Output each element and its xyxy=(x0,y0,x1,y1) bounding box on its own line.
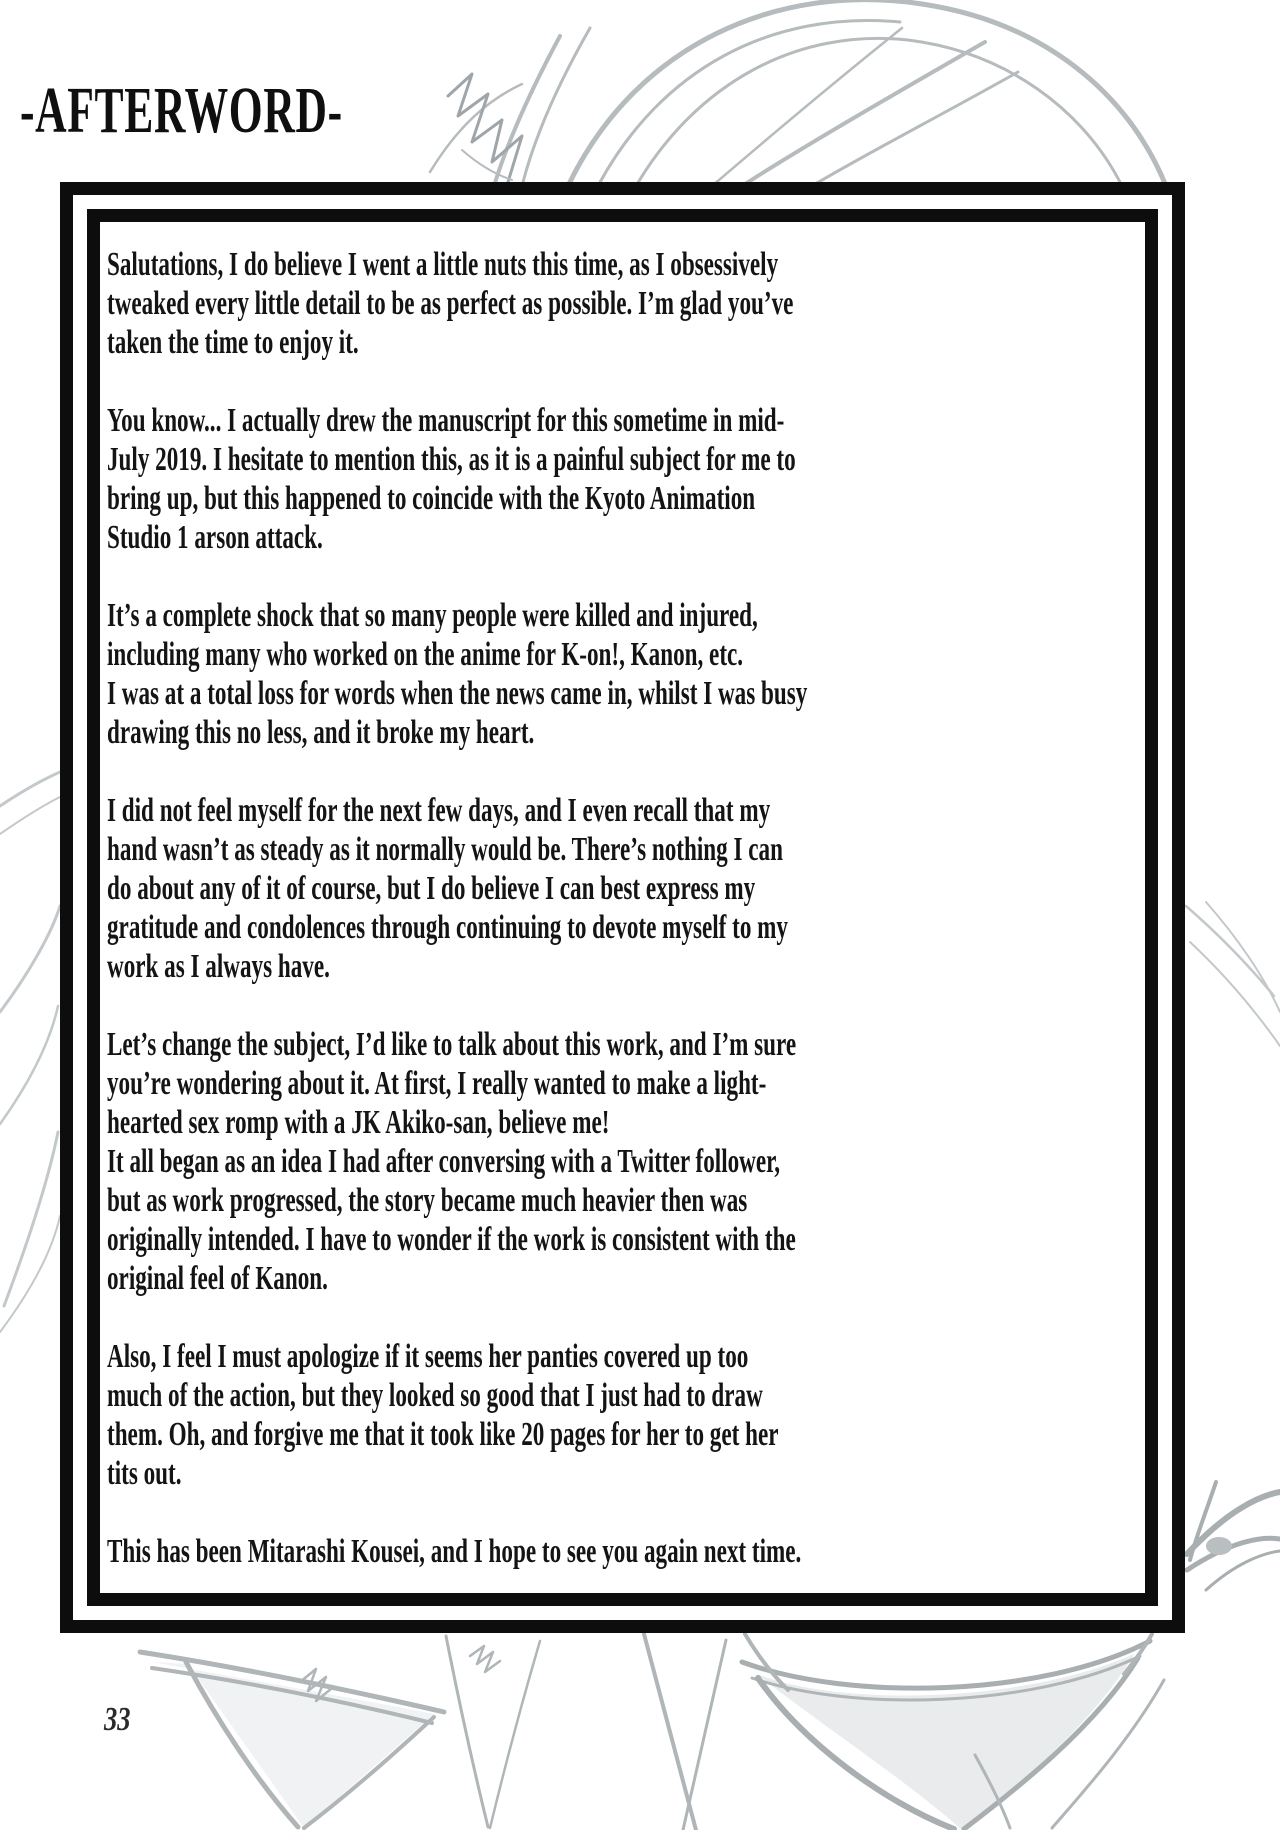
text-line: originally intended. I have to wonder if the work is consistent with the xyxy=(107,1221,796,1258)
paragraph-5 xyxy=(107,1025,807,1298)
afterword-box-inner-border xyxy=(87,209,1158,1606)
text-line: work as I always have. xyxy=(107,948,330,985)
text-line: drawing this no less, and it broke my heart. xyxy=(107,714,535,751)
paragraph-3 xyxy=(107,596,807,752)
text-line: gratitude and condolences through continuing to devote myself to my xyxy=(107,909,788,946)
text-line: them. Oh, and forgive me that it took like 20 pages for her to get her xyxy=(107,1416,779,1453)
paragraph-1 xyxy=(107,245,807,362)
page-number: 33 xyxy=(104,1701,131,1738)
text-line: July 2019. I hesitate to mention this, as it is a painful subject for me to xyxy=(107,441,796,478)
text-line: hearted sex romp with a JK Akiko-san, believe me! xyxy=(107,1104,610,1141)
text-line: You know... I actually drew the manuscript for this sometime in mid- xyxy=(107,402,785,439)
text-line: I was at a total loss for words when the news came in, whilst I was busy xyxy=(107,675,808,712)
text-line: but as work progressed, the story became much heavier then was xyxy=(107,1182,748,1219)
text-line: This has been Mitarashi Kousei, and I hope to see you again next time. xyxy=(107,1533,802,1570)
text-line: hand wasn’t as steady as it normally would be. There’s nothing I can xyxy=(107,831,783,868)
text-line: I did not feel myself for the next few days, and I even recall that my xyxy=(107,792,771,829)
text-line: original feel of Kanon. xyxy=(107,1260,328,1297)
text-line: It all began as an idea I had after conversing with a Twitter follower, xyxy=(107,1143,781,1180)
text-line: do about any of it of course, but I do believe I can best express my xyxy=(107,870,756,907)
text-line: bring up, but this happened to coincide with the Kyoto Animation xyxy=(107,480,756,517)
paragraph-4 xyxy=(107,791,807,986)
text-line: taken the time to enjoy it. xyxy=(107,324,359,361)
text-line: Let’s change the subject, I’d like to talk about this work, and I’m sure xyxy=(107,1026,797,1063)
text-line: Studio 1 arson attack. xyxy=(107,519,323,556)
text-line: Salutations, I do believe I went a little nuts this time, as I obsessively xyxy=(107,246,779,283)
paragraph-6 xyxy=(107,1337,807,1493)
text-line: including many who worked on the anime for K-on!, Kanon, etc. xyxy=(107,636,744,673)
afterword-box xyxy=(60,182,1185,1633)
text-line: Also, I feel I must apologize if it seems her panties covered up too xyxy=(107,1338,749,1375)
text-line: tits out. xyxy=(107,1455,182,1492)
page-title: -AFTERWORD- xyxy=(20,74,343,147)
text-line: you’re wondering about it. At first, I really wanted to make a light- xyxy=(107,1065,767,1102)
hair-sketch xyxy=(430,0,1166,186)
text-line: tweaked every little detail to be as perfect as possible. I’m glad you’ve xyxy=(107,285,794,322)
left-margin-sketch xyxy=(0,772,60,1332)
right-margin-sketch xyxy=(1186,902,1280,1046)
text-line: much of the action, but they looked so good that I just had to draw xyxy=(107,1377,763,1414)
text-line: It’s a complete shock that so many people were killed and injured, xyxy=(107,597,758,634)
panties-sketch xyxy=(140,1634,1164,1830)
paragraph-2 xyxy=(107,401,807,557)
bow-sketch xyxy=(1187,1482,1280,1590)
afterword-text xyxy=(107,245,807,1571)
paragraph-7 xyxy=(107,1532,807,1571)
